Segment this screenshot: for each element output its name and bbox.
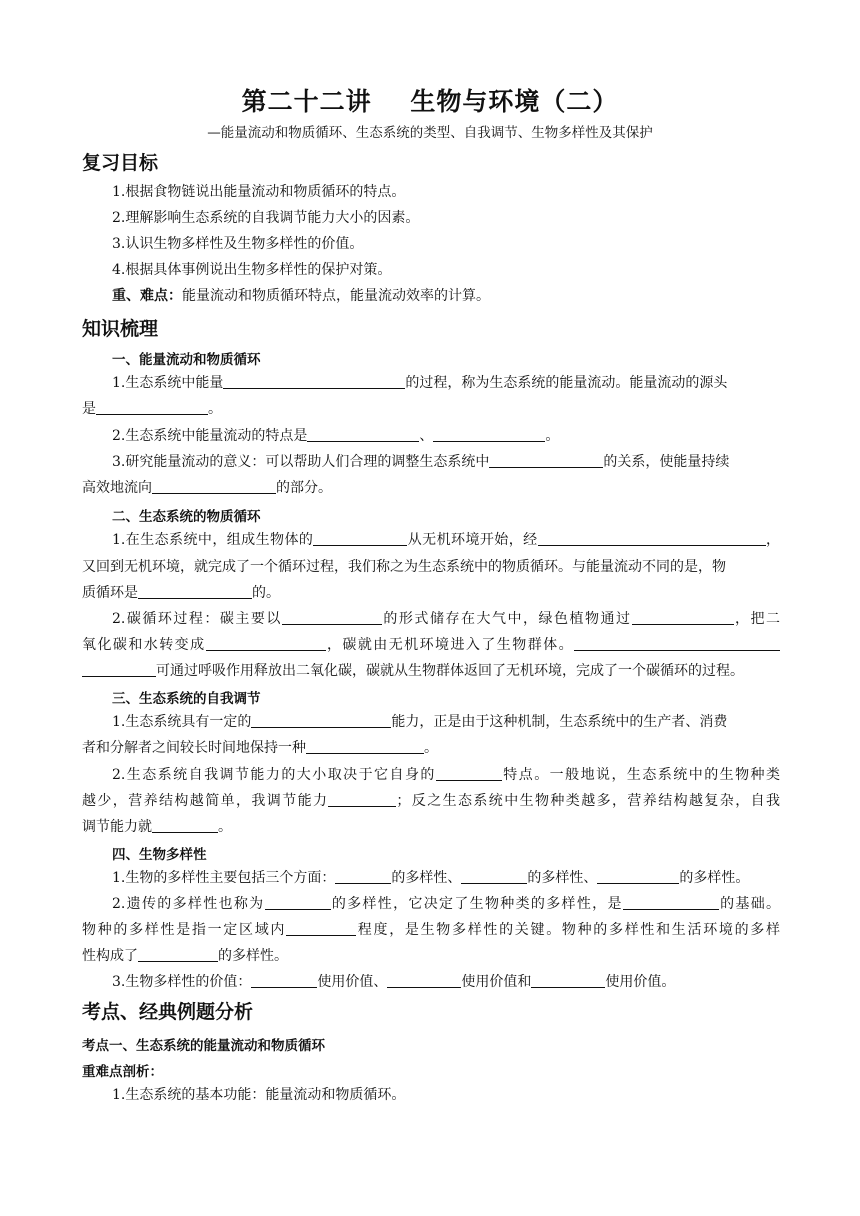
fill-blank[interactable] bbox=[597, 868, 679, 884]
fill-blank[interactable] bbox=[531, 972, 605, 988]
key-points bbox=[82, 286, 780, 306]
s1-para-1-line-1: 1.生态系统中能量 的过程，称为生态系统的能量流动。能量流动的源头 bbox=[112, 375, 728, 391]
fill-blank[interactable] bbox=[538, 530, 766, 546]
fill-blank[interactable] bbox=[251, 712, 391, 728]
fill-blank[interactable] bbox=[152, 478, 276, 494]
s3-para-2-line-1: 2.生态系统自我调节能力的大小取决于它自身的 特点。一般地说，生态系统中的生物种类 bbox=[112, 767, 781, 783]
fill-blank[interactable] bbox=[436, 765, 502, 781]
knowledge-heading: 知识梳理 bbox=[82, 318, 159, 340]
fill-blank[interactable] bbox=[313, 530, 407, 546]
fill-blank[interactable] bbox=[461, 868, 527, 884]
section-1-heading: 一、能量流动和物质循环 bbox=[112, 352, 261, 368]
review-item-3: 3.认识生物多样性及生物多样性的价值。 bbox=[112, 236, 364, 252]
fill-blank[interactable] bbox=[265, 894, 331, 910]
page-subtitle: —能量流动和物质循环、生态系统的类型、自我调节、生物多样性及其保护 bbox=[207, 125, 653, 141]
fill-blank[interactable] bbox=[328, 791, 396, 807]
fill-blank[interactable] bbox=[489, 452, 603, 468]
review-item-4: 4.根据具体事例说出生物多样性的保护对策。 bbox=[112, 262, 392, 278]
s1-para-1-line-2: 是 。 bbox=[82, 401, 222, 417]
fill-blank[interactable] bbox=[574, 635, 780, 651]
s2-para-1-line-2: 又回到无机环境，就完成了一个循环过程，我们称之为生态系统中的物质循环。与能量流动不同的是，物 bbox=[82, 559, 726, 575]
section-3-heading: 三、生态系统的自我调节 bbox=[112, 691, 261, 707]
s1-para-2: 2.生态系统中能量流动的特点是 、 。 bbox=[112, 428, 560, 444]
s3-para-2-line-2: 越少，营养结构越简单，我调节能力 ；反之生态系统中生物种类越多，营养结构越复杂，自我 bbox=[82, 793, 781, 809]
review-item-1: 1.根据食物链说出能量流动和物质循环的特点。 bbox=[112, 184, 406, 200]
s3-para-2-line-3: 调节能力就 。 bbox=[82, 819, 232, 835]
point-1-heading: 考点一、生态系统的能量流动和物质循环 bbox=[82, 1038, 325, 1054]
s4-para-2-line-2: 物种的多样性是指一定区域内 程度，是生物多样性的关键。物种的多样性和生活环境的多样 bbox=[82, 922, 781, 938]
review-item-2: 2.理解影响生态系统的自我调节能力大小的因素。 bbox=[112, 210, 420, 226]
s3-para-1-line-1: 1.生态系统具有一定的 能力，正是由于这种机制，生态系统中的生产者、消费 bbox=[112, 714, 728, 730]
fill-blank[interactable] bbox=[286, 920, 356, 936]
fill-blank[interactable] bbox=[307, 426, 419, 442]
analysis-item-1: 1.生态系统的基本功能：能量流动和物质循环。 bbox=[112, 1087, 406, 1103]
fill-blank[interactable] bbox=[138, 946, 218, 962]
s2-para-2-line-3: 可通过呼吸作用释放出二氧化碳，碳就从生物群体返回了无机环境，完成了一个碳循环的过程。 bbox=[82, 661, 780, 681]
page-title: 第二十二讲 生物与环境（二） bbox=[241, 87, 619, 116]
s2-para-1-line-3: 质循环是 的。 bbox=[82, 585, 280, 601]
s4-para-1: 1.生物的多样性主要包括三个方面： 的多样性、 的多样性、 的多样性。 bbox=[112, 870, 750, 886]
key-points-label: 重、难点： bbox=[112, 288, 182, 304]
fill-blank[interactable] bbox=[82, 661, 156, 677]
key-points-text: 能量流动和物质循环特点，能量流动效率的计算。 bbox=[182, 288, 490, 304]
fill-blank[interactable] bbox=[251, 972, 317, 988]
s1-para-3-line-2: 高效地流向 的部分。 bbox=[82, 480, 332, 496]
s2-para-2-line-2: 氧化碳和水转变成 ，碳就由无机环境进入了生物群体。 bbox=[82, 635, 780, 655]
analysis-heading: 考点、经典例题分析 bbox=[82, 1001, 254, 1023]
fill-blank[interactable] bbox=[335, 868, 391, 884]
section-2-heading: 二、生态系统的物质循环 bbox=[112, 509, 261, 525]
fill-blank[interactable] bbox=[282, 609, 382, 625]
s4-para-2-line-1: 2.遗传的多样性也称为 的多样性，它决定了生物种类的多样性，是 的基础。 bbox=[112, 896, 781, 912]
s1-para-3-line-1: 3.研究能量流动的意义：可以帮助人们合理的调整生态系统中 的关系，使能量持续 bbox=[112, 454, 730, 470]
s3-para-1-line-2: 者和分解者之间较长时间地保持一种 。 bbox=[82, 740, 438, 756]
s4-para-2-line-3: 性构成了 的多样性。 bbox=[82, 948, 288, 964]
fill-blank[interactable] bbox=[96, 399, 208, 415]
fill-blank[interactable] bbox=[306, 738, 424, 754]
fill-blank[interactable] bbox=[138, 583, 252, 599]
key-analysis-label: 重难点剖析： bbox=[82, 1064, 163, 1080]
s4-para-3: 3.生物多样性的价值： 使用价值、 使用价值和 使用价值。 bbox=[112, 974, 676, 990]
fill-blank[interactable] bbox=[206, 635, 326, 651]
fill-blank[interactable] bbox=[152, 817, 218, 833]
fill-blank[interactable] bbox=[387, 972, 461, 988]
fill-blank[interactable] bbox=[223, 373, 405, 389]
fill-blank[interactable] bbox=[623, 894, 719, 910]
s2-para-1-line-1: 1.在生态系统中，组成生物体的 从无机环境开始，经 ， bbox=[112, 532, 781, 548]
review-heading: 复习目标 bbox=[82, 152, 159, 174]
s2-para-2-line-1: 2.碳循环过程：碳主要以 的形式储存在大气中，绿色植物通过 ，把二 bbox=[112, 611, 781, 627]
section-4-heading: 四、生物多样性 bbox=[112, 847, 207, 863]
fill-blank[interactable] bbox=[433, 426, 545, 442]
fill-blank[interactable] bbox=[632, 609, 734, 625]
